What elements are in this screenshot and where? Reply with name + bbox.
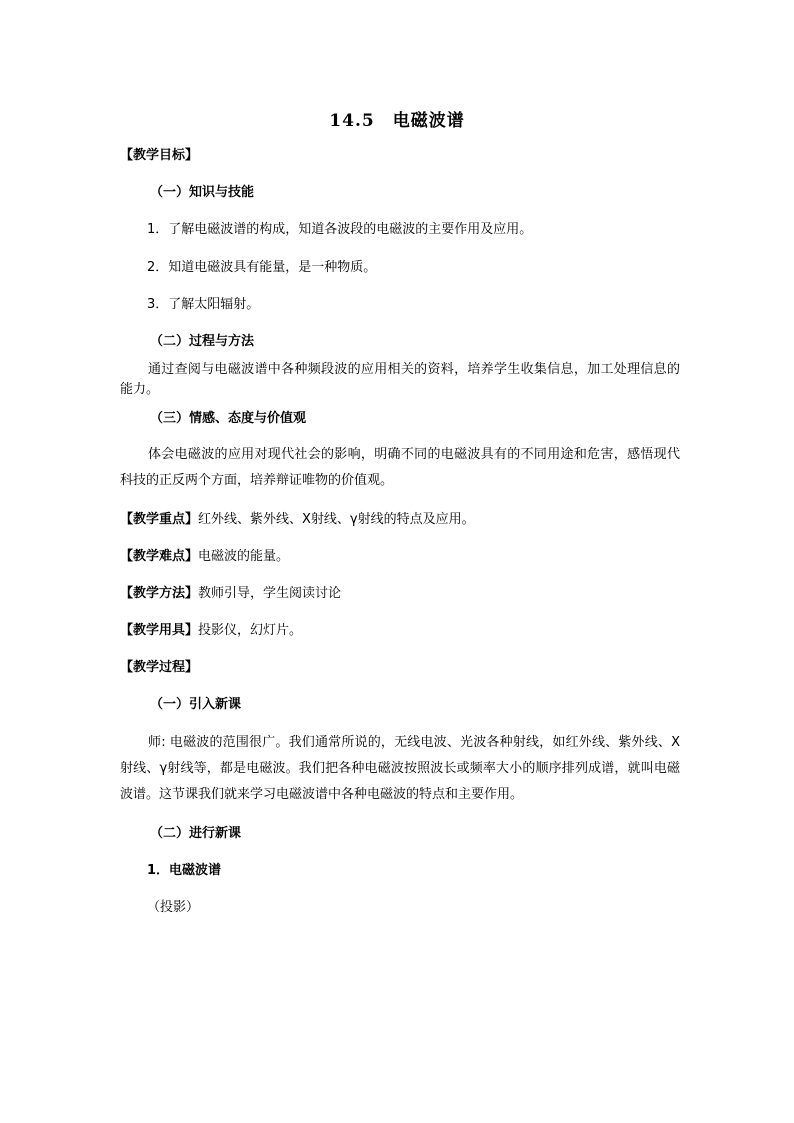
process-method-heading: （二）过程与方法 [150,334,255,349]
key-point-label: 【教学重点】 [120,512,199,527]
difficulty-label: 【教学难点】 [120,549,199,564]
objectives-heading: 【教学目标】 [120,148,199,163]
objective-item-3: 3．了解太阳辐射。 [147,297,260,312]
method-label: 【教学方法】 [120,586,199,601]
intro-text: 师: 电磁波的范围很广。我们通常所说的，无线电波、光波各种射线，如红外线、紫外线、X射线、γ射线等，都是电磁波。我们把各种电磁波按照波长或频率大小的顺序排列成谱，就叫电磁波谱。这节课我们就来学习电磁波谱中各种电磁波的特点和主要作用。 [120,735,680,802]
difficulty-line [120,549,680,565]
difficulty-text: 电磁波的能量。 [198,549,290,564]
process-method-text: 通过查阅与电磁波谱中各种频段波的应用相关的资料，培养学生收集信息，加工处理信息的能力。 [120,362,680,397]
tools-text: 投影仪，幻灯片。 [198,623,303,638]
projection-note: （投影） [147,900,200,915]
knowledge-skills-heading: （一）知识与技能 [150,185,255,200]
spectrum-subheading: 1．电磁波谱 [147,863,222,878]
tools-line [120,623,680,639]
method-text: 教师引导，学生阅读讨论 [198,586,342,601]
attitude-values-heading: （三）情感、态度与价值观 [150,411,307,426]
method-line [120,586,680,602]
objective-item-1: 1．了解电磁波谱的构成，知道各波段的电磁波的主要作用及应用。 [147,222,533,237]
key-point-line [120,512,680,528]
objective-item-2: 2．知道电磁波具有能量，是一种物质。 [147,260,377,275]
key-point-text: 红外线、紫外线、X射线、γ射线的特点及应用。 [198,512,475,527]
teaching-process-heading: 【教学过程】 [120,660,199,675]
intro-heading: （一）引入新课 [150,697,242,712]
attitude-values-text: 体会电磁波的应用对现代社会的影响，明确不同的电磁波具有的不同用途和危害，感悟现代科技的正反两个方面，培养辩证唯物的价值观。 [120,447,680,488]
new-lesson-heading: （二）进行新课 [150,826,242,841]
tools-label: 【教学用具】 [120,623,199,638]
page-title: 14.5 电磁波谱 [329,111,465,131]
